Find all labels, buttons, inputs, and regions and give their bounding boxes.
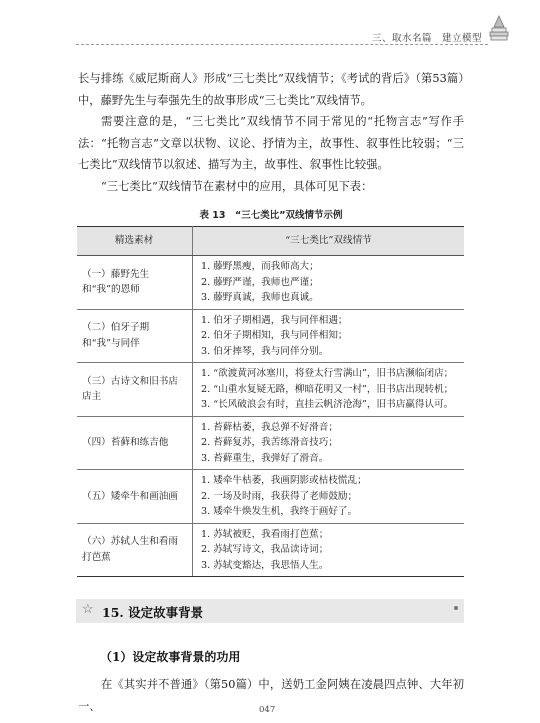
material-cell: （五）矮牵牛和画油画 [77, 470, 193, 524]
paragraph-4: 在《其实并不普通》（第50篇）中，送奶工金阿姨在凌晨四点钟、大年初一、 [78, 678, 464, 713]
plot-line: 2. “山重水复疑无路，柳暗花明又一村”，旧书店出现转机； [201, 383, 454, 395]
header-divider [76, 44, 488, 45]
paragraph-2: 需要注意的是，“三七类比”双线情节不同于常见的“托物言志”写作手法：“托物言志”文章以状物、议论、抒情为主，故事性、叙事性比较弱；“三七类比”双线情节以叙述、描写为主，故事性、叙事性比较强。 [78, 115, 464, 171]
plot-line: 3. 矮牵牛焕发生机，我终于画好了。 [201, 506, 358, 517]
example-table [77, 226, 464, 577]
table-row [77, 363, 464, 417]
running-header: 三、取水名篇 建立模型 [371, 33, 482, 44]
material-cell: （六）苏轼人生和看雨打芭蕉 [77, 523, 193, 577]
page-number: 047 [259, 705, 276, 715]
plot-line: 1. 伯牙子期相遇，我与同伴相遇； [201, 314, 348, 326]
table-row [77, 470, 464, 524]
plot-cell [193, 256, 465, 310]
table-row [77, 523, 464, 577]
plot-cell [193, 363, 465, 417]
table-row [77, 416, 464, 470]
plot-line: 3. 苏轼变豁达，我思悟人生。 [201, 559, 329, 571]
plot-line: 1. 矮牵牛枯萎，我画阴影或枯枝慌乱； [201, 475, 367, 486]
plot-cell [193, 416, 465, 470]
plot-cell [193, 309, 465, 363]
section-title: 15. 设定故事背景 [102, 605, 204, 620]
plot-cell [193, 523, 465, 577]
material-cell: （二）伯牙子期和“我”与同伴 [77, 309, 193, 363]
plot-line: 3. 伯牙摔琴，我与同伴分别。 [201, 345, 329, 357]
table-caption: 表 13 “三七类比”双线情节示例 [199, 210, 343, 221]
star-outline-icon: ☆ [82, 602, 94, 617]
plot-line: 2. 一场及时雨，我获得了老师鼓励； [201, 490, 358, 502]
material-cell: （一）藤野先生和“我”的恩师 [77, 256, 193, 310]
plot-line: 3. 藤野真诚，我师也真诚。 [201, 292, 319, 303]
table-row [77, 309, 464, 363]
column-header-material: 精选素材 [77, 227, 193, 256]
plot-line: 1. 苏轼被贬，我看雨打芭蕉； [201, 528, 329, 540]
section-heading-bar [76, 599, 464, 623]
plot-line: 2. 藤野严谨，我师也严谨； [201, 276, 319, 288]
subsection-heading: （1）设定故事背景的功用 [100, 650, 241, 664]
plot-line: 1. “欲渡黄河冰塞川，将登太行雪满山”，旧书店濒临闭店； [201, 368, 454, 379]
table-row [77, 256, 464, 310]
table-header-row [77, 227, 464, 256]
plot-line: 3. 苔藓重生，我弹好了滑音。 [201, 452, 329, 464]
plot-line: 2. 伯牙子期相知，我与同伴相知； [201, 330, 348, 341]
bullet-dot-icon [454, 606, 458, 610]
plot-line: 3. “长风破浪会有时，直挂云帆济沧海”，旧书店赢得认可。 [201, 399, 454, 410]
book-stack-icon [488, 14, 510, 44]
paragraph-3: “三七类比”双线情节在素材中的应用，具体可见下表： [101, 180, 373, 193]
plot-line: 2. 苔藓复苏，我苦练滑音技巧； [201, 437, 338, 448]
plot-line: 2. 苏轼写诗文，我品读诗词； [201, 544, 329, 555]
material-cell: （三）古诗文和旧书店店主 [77, 363, 193, 417]
column-header-plot: “三七类比”双线情节 [193, 227, 465, 256]
paragraph-1: 长与排练《威尼斯商人》形成“三七类比”双线情节；《考试的背后》（第53篇）中，藤野先生与奉强先生的故事形成“三七类比”双线情节。 [78, 72, 464, 107]
plot-cell [193, 470, 465, 524]
material-cell: （四）苔藓和练吉他 [77, 416, 193, 470]
plot-line: 1. 苔藓枯萎，我总弹不好滑音； [201, 421, 338, 433]
plot-line: 1. 藤野黑瘦，而我师高大； [201, 261, 319, 272]
